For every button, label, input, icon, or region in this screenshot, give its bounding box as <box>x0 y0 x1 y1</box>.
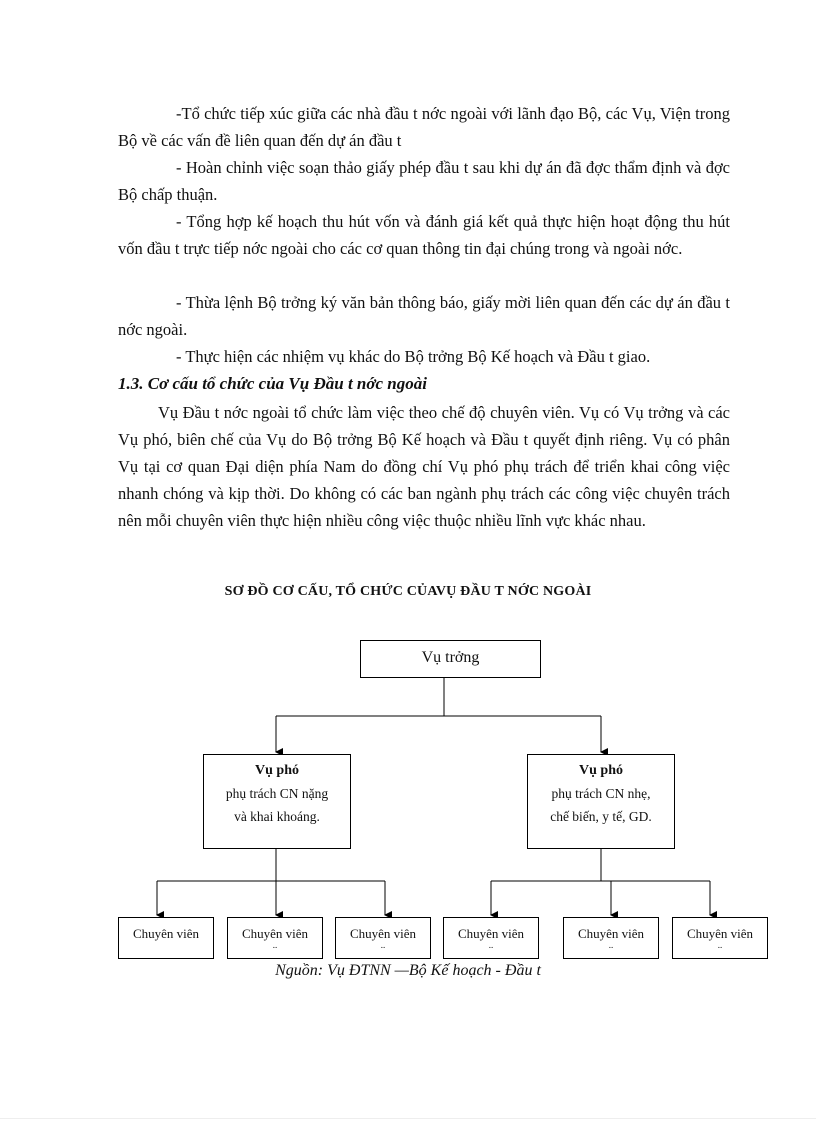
director-label: Vụ trởng <box>421 649 480 666</box>
left-deputy-title: Vụ phó <box>255 763 299 778</box>
diagram-source: Nguồn: Vụ ĐTNN —Bộ Kế hoạch - Đầu t <box>275 962 541 979</box>
specialist-dots: .. <box>717 940 723 950</box>
left-deputy-line1: phụ trách CN nặng <box>225 786 329 801</box>
right-deputy-box <box>527 754 675 849</box>
specialist-dots: .. <box>380 940 386 950</box>
right-deputy-line2: chế biến, y tế, GD. <box>550 809 652 824</box>
specialist-box-4 <box>443 917 539 959</box>
right-deputy-line1: phụ trách CN nhẹ, <box>551 786 651 801</box>
specialist-label: Chuyên viên <box>577 926 645 941</box>
specialist-box-2 <box>227 917 323 959</box>
specialist-dots: .. <box>488 940 494 950</box>
specialist-label: Chuyên viên <box>241 926 309 941</box>
specialist-box-1 <box>118 917 214 959</box>
specialist-dots: .. <box>272 940 278 950</box>
duty-paragraph-5: - Thực hiện các nhiệm vụ khác do Bộ trởng Bộ Kế hoạch và Đầu t giao. <box>176 347 651 366</box>
duty-paragraph-1: -Tổ chức tiếp xúc giữa các nhà đầu t nớc ngoài với lãnh đạo Bộ, các Vụ, Viện trong Bộ về các vấn đề liên quan đến dự án đầu t <box>118 104 730 150</box>
right-deputy-title: Vụ phó <box>579 763 623 778</box>
section-heading: 1.3. Cơ cấu tổ chức của Vụ Đầu t nớc ngoài <box>118 374 427 393</box>
diagram-title: SƠ ĐỒ CƠ CẤU, TỔ CHỨC CỦAVỤ ĐẦU T NỚC NGOÀI <box>224 584 592 599</box>
specialist-label: Chuyên viên <box>457 926 525 941</box>
specialist-dots: .. <box>608 940 614 950</box>
left-deputy-box <box>203 754 351 849</box>
specialist-box-6 <box>672 917 768 959</box>
director-box <box>360 640 541 678</box>
section-paragraph: Vụ Đầu t nớc ngoài tổ chức làm việc theo chế độ chuyên viên. Vụ có Vụ trởng và các Vụ phó, biên chế của Vụ do Bộ trởng Bộ Kế hoạch và Đầu t quyết định riêng. Vụ có phân Vụ tại cơ quan Đại diện phía Nam do đồng chí Vụ phó phụ trách để triển khai công việc nhanh chóng và kịp thời. Do không có các ban ngành phụ trách các công việc chuyên trách nên mỗi chuyên viên thực hiện nhiều công việc thuộc nhiều lĩnh vực khác nhau. <box>118 403 730 530</box>
specialist-label: Chuyên viên <box>686 926 754 941</box>
duty-paragraph-3: - Tổng hợp kế hoạch thu hút vốn và đánh giá kết quả thực hiện hoạt động thu hút vốn đầu t trực tiếp nớc ngoài cho các cơ quan thông tin đại chúng trong và ngoài nớc. <box>118 212 730 258</box>
left-deputy-line2: và khai khoáng. <box>234 809 320 824</box>
page-bottom-divider <box>0 1118 816 1119</box>
specialist-label: Chuyên viên <box>349 926 417 941</box>
duty-paragraph-4: - Thừa lệnh Bộ trởng ký văn bản thông báo, giấy mời liên quan đến các dự án đầu t nớc ngoài. <box>118 293 730 339</box>
specialist-box-5 <box>563 917 659 959</box>
specialist-label: Chuyên viên <box>132 926 200 941</box>
duty-paragraph-2: - Hoàn chỉnh việc soạn thảo giấy phép đầu t sau khi dự án đã đợc thẩm định và đợc Bộ chấp thuận. <box>118 158 730 204</box>
specialist-box-3 <box>335 917 431 959</box>
